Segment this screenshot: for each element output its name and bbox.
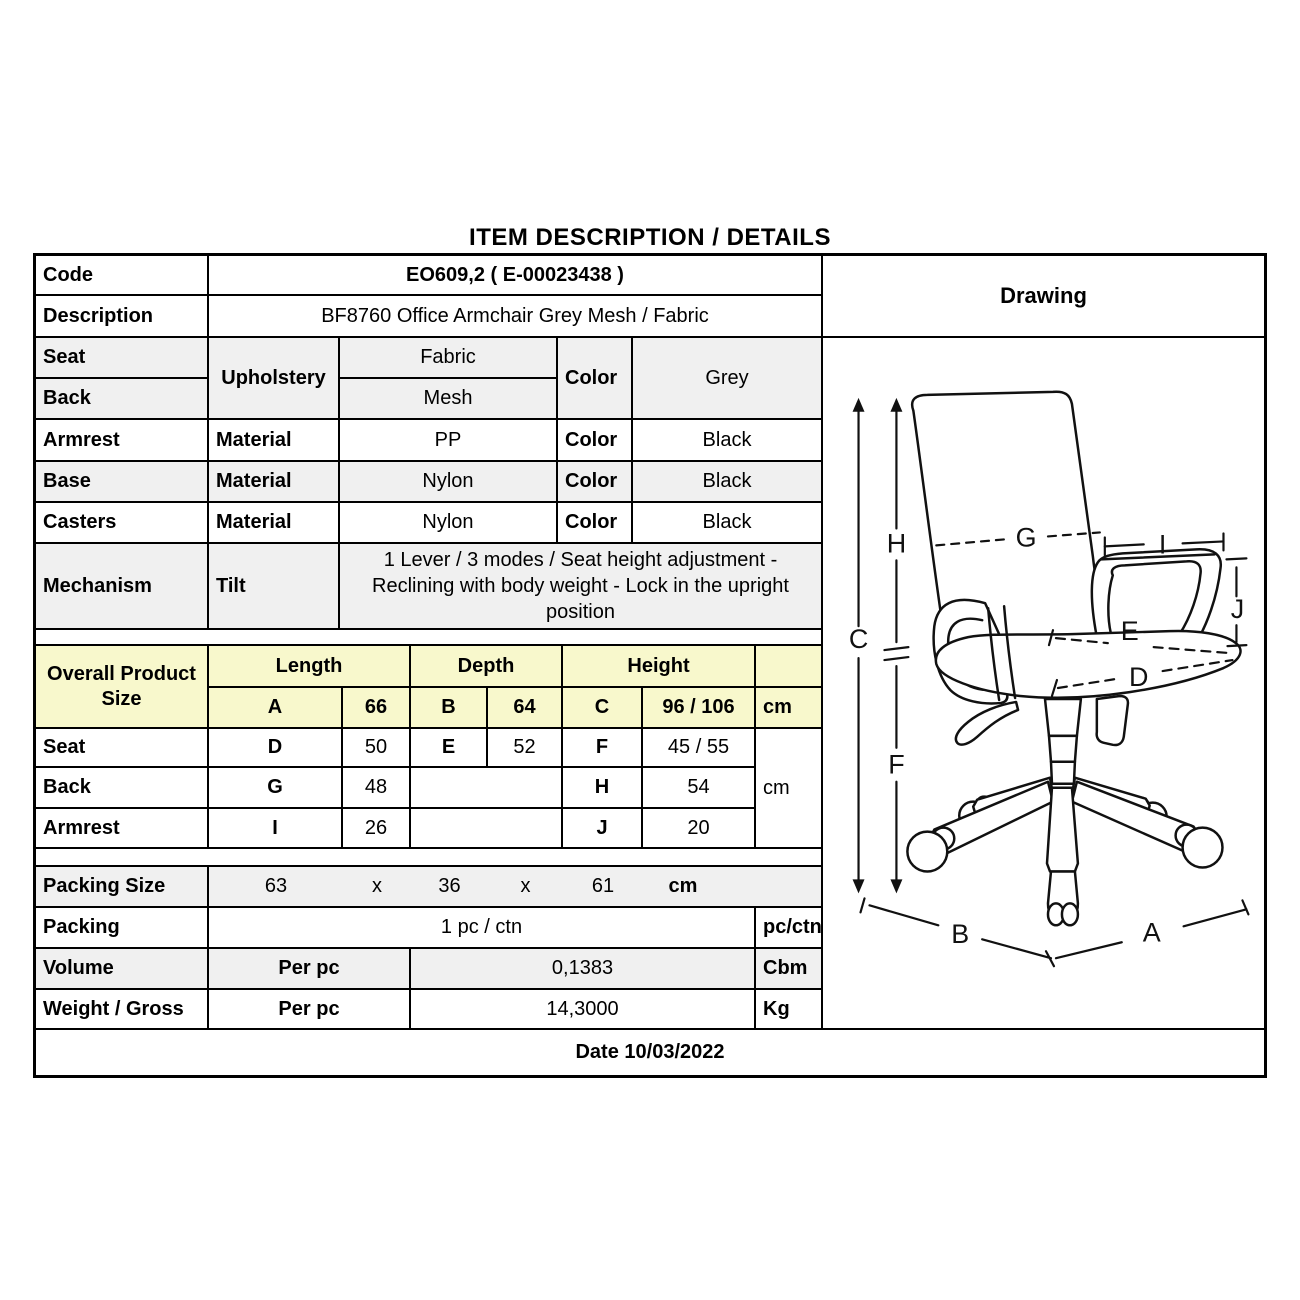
seat-length-value: 50 [343, 729, 411, 768]
drawing-panel [823, 338, 1264, 1030]
packing-unit: pc/ctn [756, 908, 823, 949]
dim-label-A: A [1142, 917, 1161, 948]
spec-table [33, 253, 1267, 1078]
armrest-height-value: 20 [643, 809, 756, 849]
armrest-height-key: J [563, 809, 643, 849]
code-label: Code [36, 256, 209, 296]
dim-label-H: H [886, 528, 907, 559]
armrest-color-value: Black [633, 420, 823, 462]
chair-base [929, 778, 1198, 872]
base-material-label: Material [209, 462, 340, 503]
chair-gas-lift-low [1051, 762, 1075, 784]
back-dims-empty [411, 768, 563, 809]
overall-length-value: 66 [343, 688, 411, 729]
chair-front-caster [1048, 871, 1078, 925]
height-header: Height [563, 646, 756, 688]
description-label: Description [36, 296, 209, 338]
overall-depth-value: 64 [488, 688, 563, 729]
back-dims-label: Back [36, 768, 209, 809]
back-upholstery-value: Mesh [340, 379, 558, 420]
overall-unit: cm [756, 688, 823, 729]
office-chair-drawing [823, 338, 1264, 1028]
upholstery-cell: Upholstery [209, 338, 340, 420]
spacer-row [36, 849, 823, 867]
weight-label: Weight / Gross [36, 990, 209, 1030]
packing-size-d: 36 [438, 875, 461, 897]
armrest-length-value: 26 [343, 809, 411, 849]
overall-length-key: A [209, 688, 343, 729]
mechanism-type: Tilt [209, 544, 340, 630]
overall-depth-key: B [411, 688, 488, 729]
weight-per: Per pc [209, 990, 411, 1030]
description-value: BF8760 Office Armchair Grey Mesh / Fabric [209, 296, 823, 338]
seatback-color-value: Grey [633, 338, 823, 420]
casters-color-label: Color [558, 503, 633, 544]
weight-unit: Kg [756, 990, 823, 1030]
unit-header-empty [756, 646, 823, 688]
armrest-label: Armrest [36, 420, 209, 462]
dims-unit-span: cm [756, 729, 823, 849]
spacer-row [36, 630, 823, 646]
packing-size-label: Packing Size [36, 867, 209, 908]
length-header: Length [209, 646, 411, 688]
dim-label-I: I [1158, 529, 1167, 560]
packing-size-h: 61 [591, 875, 615, 897]
back-label: Back [36, 379, 209, 420]
base-material-value: Nylon [340, 462, 558, 503]
volume-unit: Cbm [756, 949, 823, 990]
back-height-value: 54 [643, 768, 756, 809]
dim-label-E: E [1120, 616, 1139, 647]
seat-depth-value: 52 [488, 729, 563, 768]
back-height-key: H [563, 768, 643, 809]
chair-gas-lift [1045, 699, 1081, 736]
dim-label-C: C [848, 624, 869, 655]
packing-size-values [209, 867, 823, 908]
chair-adjust-paddle [1097, 696, 1128, 745]
packing-size-x1: x [372, 875, 382, 897]
base-color-label: Color [558, 462, 633, 503]
armrest-dims-label: Armrest [36, 809, 209, 849]
armrest-length-key: I [209, 809, 343, 849]
chair-tilt-lever [956, 702, 1018, 745]
weight-value: 14,3000 [411, 990, 756, 1030]
packing-size-unit: cm [668, 875, 698, 897]
packing-label: Packing [36, 908, 209, 949]
packing-size-l: 63 [264, 875, 288, 897]
seat-length-key: D [209, 729, 343, 768]
mechanism-description: 1 Lever / 3 modes / Seat height adjustment - Reclining with body weight - Lock in the upright position [340, 544, 823, 630]
volume-label: Volume [36, 949, 209, 990]
armrest-material-value: PP [340, 420, 558, 462]
armrest-dims-empty [411, 809, 563, 849]
seat-upholstery-value: Fabric [340, 338, 558, 379]
dim-label-J: J [1230, 594, 1245, 625]
mechanism-label: Mechanism [36, 544, 209, 630]
back-length-key: G [209, 768, 343, 809]
drawing-header: Drawing [823, 256, 1264, 338]
back-length-value: 48 [343, 768, 411, 809]
armrest-material-label: Material [209, 420, 340, 462]
base-label: Base [36, 462, 209, 503]
volume-value: 0,1383 [411, 949, 756, 990]
chair-gas-lift-mid [1049, 736, 1077, 762]
dim-label-D: D [1129, 661, 1149, 692]
date-row: Date 10/03/2022 [36, 1030, 1264, 1075]
casters-label: Casters [36, 503, 209, 544]
page-title: ITEM DESCRIPTION / DETAILS [469, 224, 831, 251]
casters-color-value: Black [633, 503, 823, 544]
seat-label: Seat [36, 338, 209, 379]
casters-material-label: Material [209, 503, 340, 544]
code-value: EO609,2 ( E-00023438 ) [209, 256, 823, 296]
packing-value: 1 pc / ctn [209, 908, 756, 949]
base-color-value: Black [633, 462, 823, 503]
volume-per: Per pc [209, 949, 411, 990]
seatback-color-label: Color [558, 338, 633, 420]
dim-label-F: F [888, 749, 905, 780]
seat-depth-key: E [411, 729, 488, 768]
overall-height-key: C [563, 688, 643, 729]
casters-material-value: Nylon [340, 503, 558, 544]
depth-header: Depth [411, 646, 563, 688]
seat-height-key: F [563, 729, 643, 768]
armrest-color-label: Color [558, 420, 633, 462]
overall-height-value: 96 / 106 [643, 688, 756, 729]
seat-height-value: 45 / 55 [643, 729, 756, 768]
dim-label-G: G [1015, 522, 1037, 553]
overall-size-label: Overall Product Size [36, 646, 209, 729]
packing-size-x2: x [520, 875, 531, 897]
seat-dims-label: Seat [36, 729, 209, 768]
dim-label-B: B [951, 919, 970, 950]
